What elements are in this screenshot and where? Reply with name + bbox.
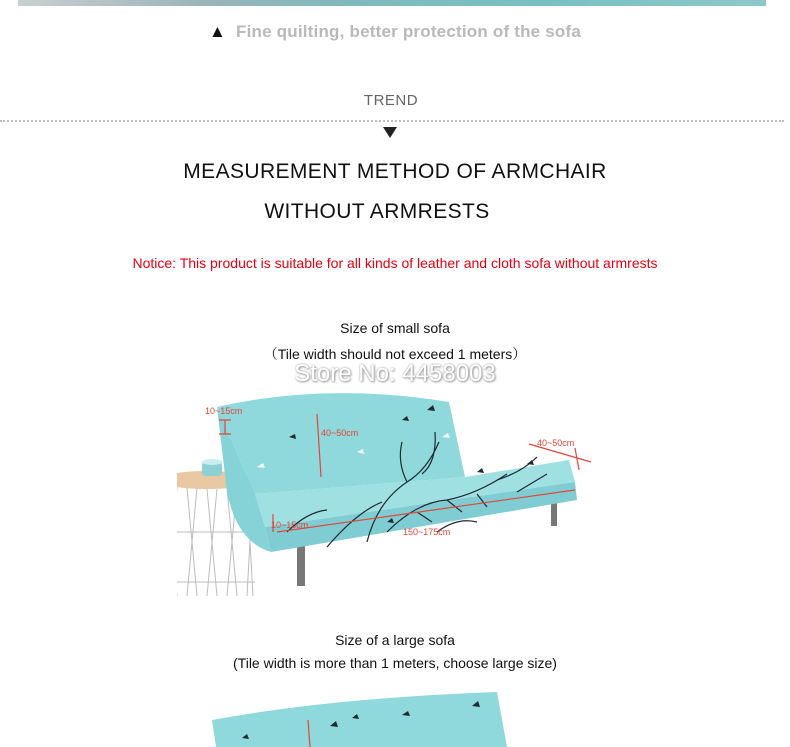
dim-back-height: 40~50cm: [321, 428, 359, 438]
dim-width: 150~175cm: [403, 527, 451, 537]
large-sofa-title: Size of a large sofa: [335, 632, 455, 648]
large-sofa-illustration: [212, 690, 552, 747]
large-sofa-subtitle: (Tile width is more than 1 meters, choose large size): [233, 655, 557, 671]
triangle-down-icon: [383, 127, 397, 138]
small-sofa-subtitle: （Tile width should not exceed 1 meters）: [263, 346, 527, 362]
store-watermark: Store No: 4458003: [294, 360, 496, 387]
sofa-leg: [297, 542, 305, 586]
heading-line-1: MEASUREMENT METHOD OF ARMCHAIR: [183, 160, 607, 183]
dim-arm-height: 10~15cm: [205, 406, 243, 416]
heading-line-2: WITHOUT ARMRESTS: [264, 200, 490, 223]
dim-front-height: 10~15cm: [271, 520, 309, 530]
triangle-up-icon: ▲: [208, 22, 226, 41]
small-sofa-illustration: [177, 382, 597, 600]
dotted-divider: [0, 120, 784, 122]
section-label-trend: TREND: [363, 92, 419, 109]
dim-seat-depth: 40~50cm: [537, 438, 575, 448]
top-banner-image-strip: [18, 0, 766, 6]
quilting-caption: Fine quilting, better protection of the sofa: [236, 22, 582, 41]
notice-text: Notice: This product is suitable for all kinds of leather and cloth sofa without armrests: [132, 255, 658, 271]
sofa-backrest: [217, 393, 465, 494]
quilting-caption-row: [0, 22, 790, 42]
small-sofa-title: Size of small sofa: [340, 320, 450, 336]
